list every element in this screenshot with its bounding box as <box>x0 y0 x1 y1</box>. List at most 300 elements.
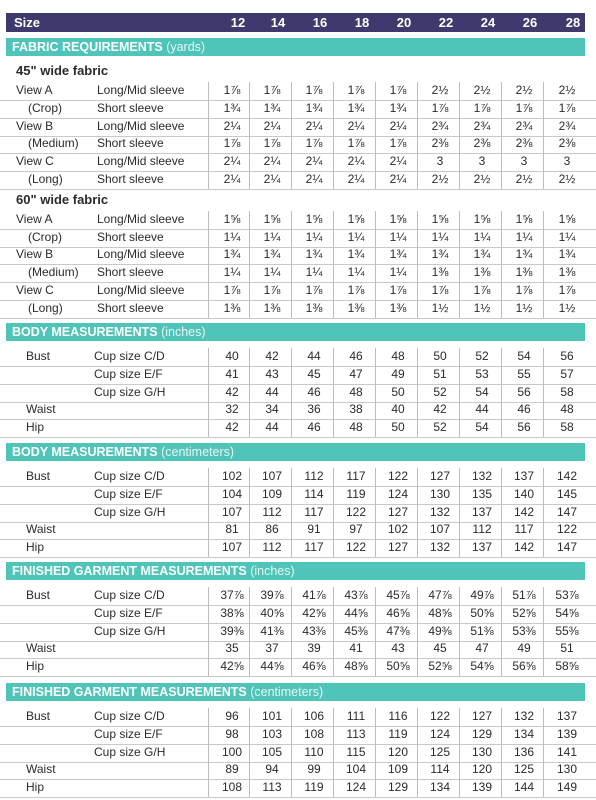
column-divider <box>333 468 334 557</box>
table-cell: 1¼ <box>263 265 281 280</box>
table-cell: 2¼ <box>305 172 323 186</box>
column-divider <box>249 708 250 797</box>
table-cell: 2½ <box>473 172 491 186</box>
row-description: Short sleeve <box>97 100 164 115</box>
row-label: (Medium) <box>28 136 79 151</box>
table-cell: 2½ <box>431 83 449 97</box>
table-cell: 110 <box>304 744 324 759</box>
table-cell: 132 <box>429 504 451 519</box>
column-divider <box>543 211 544 318</box>
column-divider <box>375 468 376 557</box>
table-cell: 141 <box>556 744 578 759</box>
table-cell: 40 <box>391 402 405 417</box>
table-cell: 112 <box>304 469 324 483</box>
table-cell: 35 <box>225 641 239 656</box>
table-cell: 50 <box>433 349 447 363</box>
row-label: Waist <box>26 641 56 656</box>
table-cell: 1¾ <box>431 247 449 262</box>
table-cell: 1⅞ <box>347 136 365 151</box>
table-cell: 1¾ <box>347 247 365 262</box>
row-description: Cup size C/D <box>94 709 165 723</box>
column-divider <box>501 348 502 437</box>
section-unit: (inches) <box>161 325 206 339</box>
table-cell: 1⅝ <box>263 211 281 226</box>
table-cell: 1⅜ <box>473 265 491 280</box>
table-row <box>0 640 596 659</box>
table-cell: 2¼ <box>305 154 323 169</box>
table-cell: 91 <box>307 522 321 537</box>
table-cell: 44 <box>265 420 279 435</box>
row-label: Bust <box>26 588 51 602</box>
table-row <box>0 401 596 420</box>
table-cell: 1¼ <box>515 229 533 244</box>
table-cell: 132 <box>471 469 493 483</box>
table-cell: 54 <box>517 349 531 363</box>
table-row <box>0 264 596 283</box>
table-cell: 132 <box>513 709 535 723</box>
column-divider <box>501 211 502 318</box>
table-row <box>0 623 596 642</box>
table-cell: 114 <box>304 486 324 501</box>
table-cell: 36 <box>307 402 321 417</box>
row-label: Waist <box>26 402 56 417</box>
table-cell: 142 <box>513 540 535 555</box>
column-divider <box>459 587 460 676</box>
table-cell: 98 <box>225 726 239 741</box>
size-column-header: 26 <box>522 15 538 30</box>
table-row <box>0 153 596 172</box>
row-label: Waist <box>26 522 56 537</box>
table-cell: 55⅜ <box>555 623 579 638</box>
column-divider <box>501 468 502 557</box>
table-cell: 1⅝ <box>558 211 576 226</box>
table-cell: 1⅞ <box>473 100 491 115</box>
column-divider <box>208 708 209 797</box>
section-unit: (centimeters) <box>161 445 235 459</box>
table-cell: 1⅜ <box>223 300 241 315</box>
table-row <box>0 82 596 101</box>
table-cell: 116 <box>388 709 408 723</box>
column-divider <box>417 587 418 676</box>
table-cell: 122 <box>556 522 578 537</box>
table-cell: 107 <box>221 540 243 555</box>
table-cell: 109 <box>261 486 283 501</box>
table-cell: 51⅞ <box>512 588 536 602</box>
column-divider <box>249 468 250 557</box>
size-column-header: 20 <box>396 15 412 30</box>
table-cell: 1¼ <box>305 265 323 280</box>
row-description: Cup size G/H <box>94 744 166 759</box>
table-cell: 45 <box>433 641 447 656</box>
table-cell: 44⅝ <box>260 659 284 674</box>
table-cell: 1⅞ <box>558 100 576 115</box>
row-label: View B <box>16 247 54 262</box>
column-divider <box>459 468 460 557</box>
table-cell: 1⅞ <box>263 283 281 297</box>
table-cell: 117 <box>304 540 324 555</box>
table-cell: 129 <box>387 780 409 795</box>
table-row <box>0 282 596 301</box>
table-cell: 1⅞ <box>389 283 407 297</box>
table-cell: 42 <box>225 384 239 399</box>
table-cell: 1⅞ <box>431 283 449 297</box>
table-cell: 144 <box>513 780 535 795</box>
column-divider <box>501 82 502 189</box>
table-cell: 119 <box>304 780 324 795</box>
table-cell: 49 <box>517 641 531 656</box>
table-cell: 39⅜ <box>220 623 244 638</box>
row-label: (Long) <box>28 172 63 186</box>
row-label: View A <box>16 211 53 226</box>
table-cell: 2¼ <box>223 118 241 133</box>
column-divider <box>291 587 292 676</box>
table-cell: 132 <box>429 540 451 555</box>
column-divider <box>417 211 418 318</box>
table-cell: 1⅝ <box>223 211 241 226</box>
table-row <box>0 419 596 438</box>
table-cell: 108 <box>221 780 243 795</box>
table-cell: 2⅜ <box>431 136 449 151</box>
table-cell: 2¼ <box>223 154 241 169</box>
table-cell: 2¼ <box>223 172 241 186</box>
table-cell: 1¼ <box>223 229 241 244</box>
table-cell: 1¾ <box>558 247 576 262</box>
row-description: Long/Mid sleeve <box>97 154 185 169</box>
table-cell: 52⅝ <box>512 605 536 620</box>
section-title: BODY MEASUREMENTS <box>12 445 162 459</box>
table-cell: 1½ <box>558 300 576 315</box>
table-cell: 115 <box>346 744 366 759</box>
column-divider <box>208 211 209 318</box>
table-cell: 48 <box>560 402 574 417</box>
table-cell: 89 <box>225 762 239 777</box>
table-row <box>0 587 596 606</box>
table-cell: 55 <box>517 366 531 381</box>
table-cell: 2¼ <box>347 118 365 133</box>
table-cell: 106 <box>303 709 325 723</box>
column-divider <box>208 82 209 189</box>
table-cell: 1⅝ <box>473 211 491 226</box>
table-cell: 97 <box>349 522 363 537</box>
table-cell: 51 <box>560 641 574 656</box>
table-row <box>0 521 596 540</box>
table-cell: 139 <box>556 726 578 741</box>
table-cell: 134 <box>429 780 451 795</box>
table-cell: 1¼ <box>473 229 491 244</box>
table-cell: 1½ <box>515 300 533 315</box>
column-divider <box>543 587 544 676</box>
column-divider <box>208 348 209 437</box>
table-cell: 51⅜ <box>470 623 494 638</box>
table-cell: 43 <box>265 366 279 381</box>
table-cell: 46⅝ <box>386 605 410 620</box>
row-label: (Medium) <box>28 265 79 280</box>
table-cell: 127 <box>471 709 493 723</box>
table-cell: 113 <box>262 780 282 795</box>
table-cell: 2½ <box>558 83 576 97</box>
table-cell: 54⅝ <box>470 659 494 674</box>
table-cell: 102 <box>221 469 243 483</box>
table-cell: 42⅝ <box>302 605 326 620</box>
table-cell: 2¾ <box>515 118 533 133</box>
table-cell: 2½ <box>558 172 576 186</box>
table-cell: 44⅝ <box>344 605 368 620</box>
table-cell: 44 <box>265 384 279 399</box>
measurement-band <box>6 683 585 701</box>
table-cell: 1⅝ <box>515 211 533 226</box>
table-cell: 2¾ <box>558 118 576 133</box>
table-cell: 2¾ <box>431 118 449 133</box>
table-cell: 81 <box>225 522 239 537</box>
table-cell: 125 <box>513 762 535 777</box>
table-cell: 96 <box>225 709 239 723</box>
table-row <box>0 246 596 265</box>
table-cell: 1⅜ <box>347 300 365 315</box>
table-cell: 42⅝ <box>220 659 244 674</box>
table-cell: 140 <box>513 486 535 501</box>
table-cell: 1½ <box>431 300 449 315</box>
table-cell: 1⅞ <box>305 83 323 97</box>
table-cell: 48⅝ <box>344 659 368 674</box>
row-description: Short sleeve <box>97 229 164 244</box>
size-column-header: 12 <box>230 15 246 30</box>
table-cell: 1⅜ <box>515 265 533 280</box>
table-cell: 48 <box>391 349 405 363</box>
table-cell: 45⅜ <box>344 623 368 638</box>
row-label: View B <box>16 118 54 133</box>
table-cell: 149 <box>556 780 578 795</box>
table-cell: 46 <box>307 420 321 435</box>
column-divider <box>208 468 209 557</box>
row-description: Cup size G/H <box>94 384 166 399</box>
measurement-band <box>6 562 585 580</box>
column-divider <box>543 468 544 557</box>
table-cell: 2¼ <box>305 118 323 133</box>
column-divider <box>543 82 544 189</box>
table-cell: 112 <box>262 540 282 555</box>
table-cell: 2¼ <box>389 172 407 186</box>
table-cell: 47 <box>475 641 489 656</box>
table-cell: 117 <box>346 469 366 483</box>
table-cell: 50⅝ <box>386 659 410 674</box>
table-cell: 113 <box>346 726 366 741</box>
table-cell: 1⅜ <box>389 300 407 315</box>
row-label: Waist <box>26 762 56 777</box>
table-cell: 1⅞ <box>347 283 365 297</box>
table-cell: 53⅜ <box>512 623 536 638</box>
table-cell: 1⅞ <box>389 83 407 97</box>
column-divider <box>291 468 292 557</box>
table-cell: 137 <box>513 469 535 483</box>
table-cell: 100 <box>221 744 243 759</box>
table-cell: 1¾ <box>389 100 407 115</box>
table-cell: 2½ <box>515 83 533 97</box>
table-cell: 112 <box>262 504 282 519</box>
table-cell: 2¼ <box>263 154 281 169</box>
table-cell: 108 <box>303 726 325 741</box>
table-cell: 120 <box>387 744 409 759</box>
table-row <box>0 384 596 403</box>
table-cell: 120 <box>471 762 493 777</box>
table-cell: 104 <box>221 486 243 501</box>
column-divider <box>333 82 334 189</box>
row-description: Long/Mid sleeve <box>97 247 185 262</box>
table-cell: 43⅞ <box>344 588 368 602</box>
row-label: View C <box>16 283 54 297</box>
table-cell: 2⅜ <box>558 136 576 151</box>
size-header <box>6 13 585 32</box>
table-cell: 56 <box>517 384 531 399</box>
table-cell: 111 <box>346 709 366 723</box>
table-cell: 137 <box>471 504 493 519</box>
table-cell: 102 <box>387 522 409 537</box>
table-cell: 43 <box>391 641 405 656</box>
table-cell: 49⅜ <box>428 623 452 638</box>
table-row <box>0 366 596 385</box>
row-label: Hip <box>26 420 45 435</box>
table-cell: 41⅜ <box>260 623 284 638</box>
table-cell: 46 <box>307 384 321 399</box>
table-cell: 52 <box>433 384 447 399</box>
table-cell: 56⅝ <box>512 659 536 674</box>
row-description: Cup size C/D <box>94 588 165 602</box>
column-divider <box>333 587 334 676</box>
table-cell: 137 <box>556 709 578 723</box>
table-cell: 1¾ <box>305 247 323 262</box>
table-cell: 52 <box>475 349 489 363</box>
table-cell: 53⅞ <box>555 588 579 602</box>
row-description: Long/Mid sleeve <box>97 283 185 297</box>
table-cell: 46 <box>517 402 531 417</box>
fabric-requirements-band <box>6 38 585 56</box>
table-cell: 1⅞ <box>473 283 491 297</box>
table-cell: 42 <box>433 402 447 417</box>
table-cell: 1¾ <box>515 247 533 262</box>
table-cell: 124 <box>387 486 409 501</box>
table-row <box>0 761 596 780</box>
row-description: Short sleeve <box>97 265 164 280</box>
table-cell: 147 <box>556 540 578 555</box>
table-cell: 119 <box>388 726 408 741</box>
table-cell: 130 <box>556 762 578 777</box>
column-divider <box>291 708 292 797</box>
table-cell: 129 <box>471 726 493 741</box>
table-cell: 51 <box>433 366 447 381</box>
table-cell: 46⅝ <box>302 659 326 674</box>
row-description: Cup size E/F <box>94 726 163 741</box>
table-cell: 130 <box>429 486 451 501</box>
table-cell: 39 <box>307 641 321 656</box>
table-cell: 1¾ <box>223 247 241 262</box>
table-cell: 2¼ <box>389 118 407 133</box>
table-cell: 117 <box>304 504 324 519</box>
table-cell: 1¾ <box>347 100 365 115</box>
table-cell: 1⅞ <box>515 100 533 115</box>
table-cell: 57 <box>560 366 574 381</box>
table-cell: 1⅞ <box>347 83 365 97</box>
row-description: Cup size C/D <box>94 469 165 483</box>
table-cell: 58 <box>560 384 574 399</box>
table-cell: 45 <box>307 366 321 381</box>
table-row <box>0 229 596 248</box>
row-description: Cup size C/D <box>94 349 165 363</box>
column-divider <box>459 348 460 437</box>
size-column-header: 24 <box>480 15 496 30</box>
column-divider <box>417 82 418 189</box>
table-cell: 3 <box>563 154 571 169</box>
fabric-width-title: 45" wide fabric <box>16 63 109 78</box>
table-cell: 1⅝ <box>431 211 449 226</box>
table-cell: 1⅞ <box>431 100 449 115</box>
row-description: Cup size G/H <box>94 504 166 519</box>
table-cell: 1½ <box>473 300 491 315</box>
size-header-title: Size <box>14 15 41 30</box>
table-cell: 1¼ <box>389 229 407 244</box>
column-divider <box>543 348 544 437</box>
row-description: Cup size E/F <box>94 366 163 381</box>
table-cell: 1⅞ <box>223 283 241 297</box>
section-unit: (inches) <box>250 564 295 578</box>
section-unit: (centimeters) <box>250 685 324 699</box>
table-cell: 109 <box>387 762 409 777</box>
table-cell: 1¼ <box>389 265 407 280</box>
table-cell: 58⅝ <box>555 659 579 674</box>
table-cell: 40⅝ <box>260 605 284 620</box>
table-cell: 43⅜ <box>302 623 326 638</box>
table-cell: 134 <box>513 726 535 741</box>
table-row <box>0 486 596 505</box>
row-description: Cup size E/F <box>94 605 163 620</box>
section-title: FINISHED GARMENT MEASUREMENTS <box>12 685 251 699</box>
table-cell: 38 <box>349 402 363 417</box>
table-cell: 32 <box>225 402 239 417</box>
table-cell: 2½ <box>515 172 533 186</box>
table-cell: 1¼ <box>305 229 323 244</box>
table-cell: 119 <box>346 486 366 501</box>
table-cell: 50 <box>391 420 405 435</box>
size-column-header: 28 <box>565 15 581 30</box>
table-cell: 1⅜ <box>263 300 281 315</box>
table-row <box>0 539 596 558</box>
table-cell: 107 <box>429 522 451 537</box>
table-cell: 127 <box>387 504 409 519</box>
table-cell: 1¼ <box>223 265 241 280</box>
table-row <box>0 468 596 487</box>
table-cell: 56 <box>560 349 574 363</box>
table-row <box>0 605 596 624</box>
column-divider <box>459 211 460 318</box>
table-row <box>0 744 596 763</box>
column-divider <box>208 587 209 676</box>
column-divider <box>375 82 376 189</box>
table-cell: 1¼ <box>431 229 449 244</box>
table-cell: 53 <box>475 366 489 381</box>
table-row <box>0 348 596 367</box>
row-description: Short sleeve <box>97 136 164 151</box>
table-cell: 2½ <box>431 172 449 186</box>
table-cell: 1⅜ <box>305 300 323 315</box>
table-cell: 125 <box>429 744 451 759</box>
table-cell: 104 <box>345 762 367 777</box>
column-divider <box>459 82 460 189</box>
row-label: Hip <box>26 780 45 795</box>
table-cell: 117 <box>514 522 534 537</box>
column-divider <box>417 468 418 557</box>
table-cell: 46 <box>349 349 363 363</box>
table-row <box>0 504 596 523</box>
row-description: Cup size E/F <box>94 486 163 501</box>
row-description: Long/Mid sleeve <box>97 118 185 133</box>
